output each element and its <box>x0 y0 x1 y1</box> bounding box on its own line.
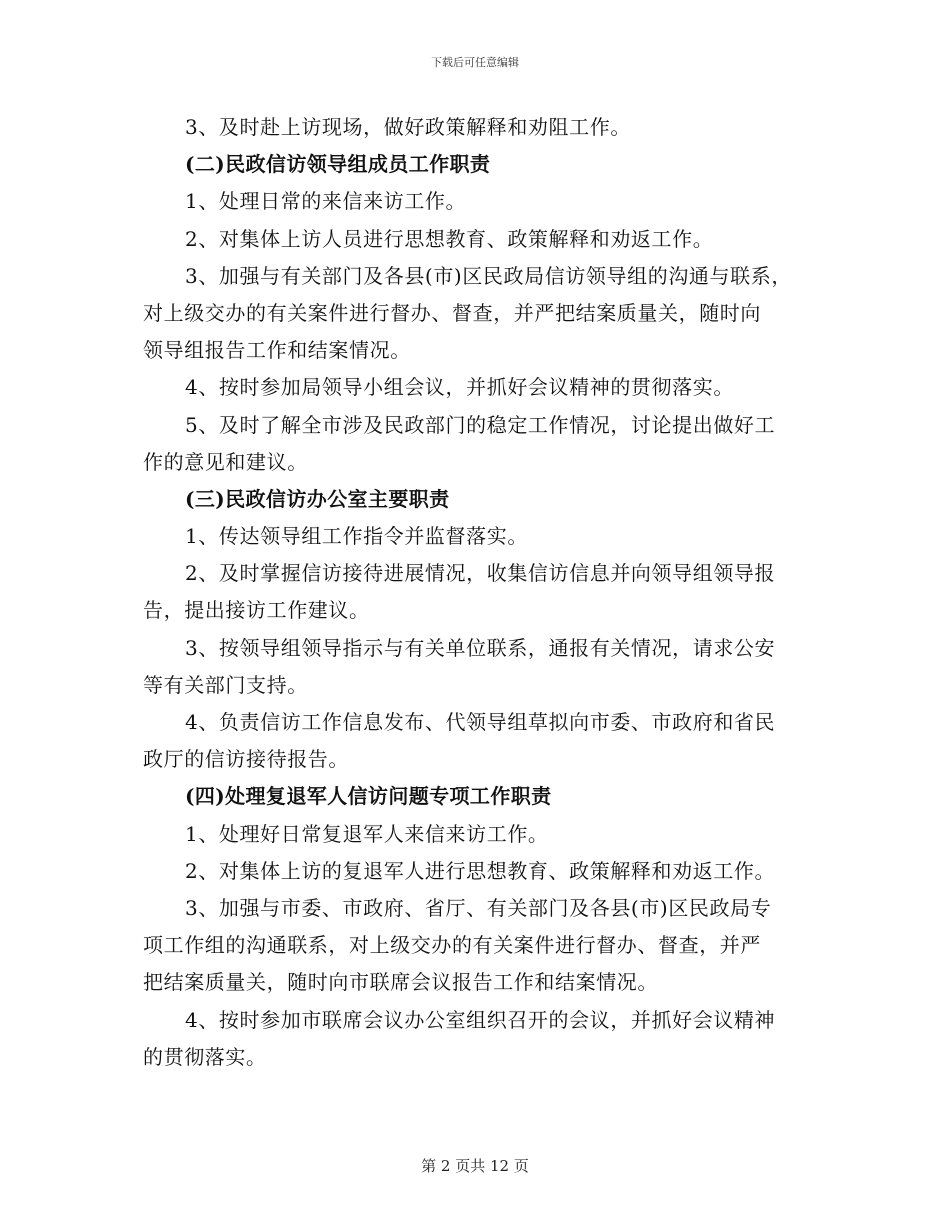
paragraph-line: 把结案质量关，随时向市联席会议报告工作和结案情况。 <box>143 970 658 995</box>
paragraph-line: 3、加强与有关部门及各县(市)区民政局信访领导组的沟通与联系， <box>185 263 792 288</box>
paragraph-line: 政厅的信访接待报告。 <box>143 747 349 772</box>
paragraph-line: 3、加强与市委、市政府、省厅、有关部门及各县(市)区民政局专 <box>185 895 772 920</box>
page-footer: 第 2 页共 12 页 <box>421 1157 529 1175</box>
paragraph-line: 3、及时赴上访现场，做好政策解释和劝阻工作。 <box>185 115 631 139</box>
page-header: 下载后可任意编辑 <box>431 56 519 69</box>
paragraph-line: 4、负责信访工作信息发布、代领导组草拟向市委、市政府和省民 <box>185 710 776 734</box>
paragraph-line: 作的意见和建议。 <box>143 449 308 474</box>
section-heading: (四)处理复退军人信访问题专项工作职责 <box>185 784 552 809</box>
paragraph-line: 领导组报告工作和结案情况。 <box>143 338 411 363</box>
paragraph-line: 2、及时掌握信访接待进展情况，收集信访信息并向领导组领导报 <box>185 561 776 586</box>
section-heading: (三)民政信访办公室主要职责 <box>185 486 450 511</box>
document-body <box>143 109 823 1076</box>
paragraph-line: 2、对集体上访的复退军人进行思想教育、政策解释和劝返工作。 <box>185 858 776 883</box>
paragraph-line: 4、按时参加局领导小组会议，并抓好会议精神的贯彻落实。 <box>185 375 734 400</box>
paragraph-line: 1、处理好日常复退军人来信来访工作。 <box>185 821 549 846</box>
paragraph-line: 对上级交办的有关案件进行督办、督查，并严把结案质量关，随时向 <box>143 300 761 325</box>
paragraph-line: 3、按领导组领导指示与有关单位联系，通报有关情况，请求公安 <box>185 635 776 660</box>
paragraph-line: 的贯彻落实。 <box>143 1044 267 1069</box>
paragraph-line: 告，提出接访工作建议。 <box>143 598 370 623</box>
paragraph-line: 等有关部门支持。 <box>143 672 308 697</box>
paragraph-line: 1、传达领导组工作指令并监督落实。 <box>185 524 528 549</box>
paragraph-line: 4、按时参加市联席会议办公室组织召开的会议，并抓好会议精神 <box>185 1007 776 1032</box>
paragraph-line: 项工作组的沟通联系，对上级交办的有关案件进行督办、督查，并严 <box>143 933 761 958</box>
paragraph-line: 1、处理日常的来信来访工作。 <box>185 189 467 214</box>
section-heading: (二)民政信访领导组成员工作职责 <box>185 152 491 177</box>
paragraph-line: 5、及时了解全市涉及民政部门的稳定工作情况，讨论提出做好工 <box>185 412 776 437</box>
paragraph-line: 2、对集体上访人员进行思想教育、政策解释和劝返工作。 <box>185 226 714 251</box>
